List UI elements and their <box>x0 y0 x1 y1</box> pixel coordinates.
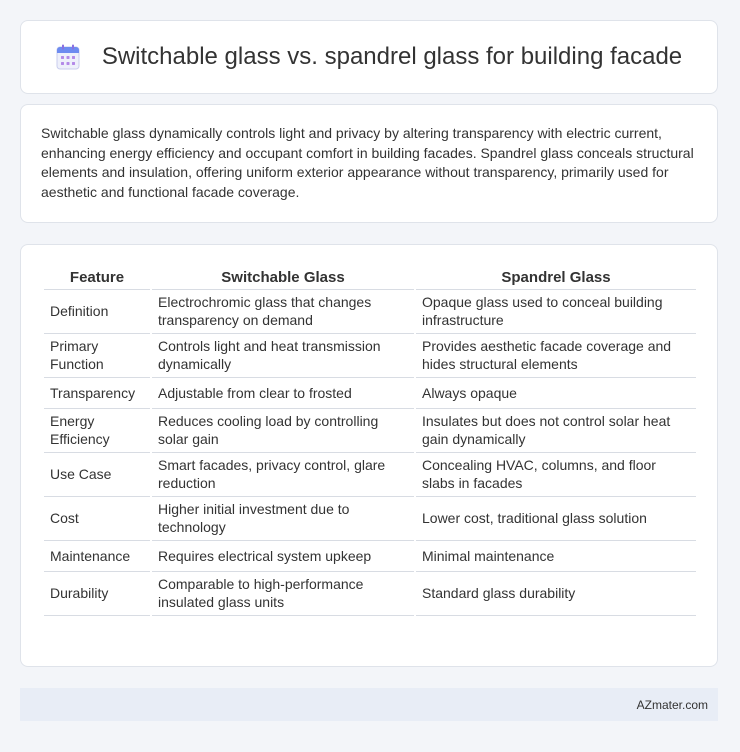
spandrel-cell: Concealing HVAC, columns, and floor slabs in facades <box>416 453 696 497</box>
switchable-cell: Smart facades, privacy control, glare reduction <box>152 453 414 497</box>
calendar-icon <box>56 44 80 70</box>
feature-cell: Transparency <box>44 378 150 409</box>
table-row <box>44 453 696 497</box>
feature-cell: Energy Efficiency <box>44 409 150 453</box>
footer-brand[interactable]: AZmater.com <box>636 697 708 712</box>
feature-cell: Definition <box>44 290 150 334</box>
table-row <box>44 290 696 334</box>
switchable-cell: Controls light and heat transmission dynamically <box>152 334 414 378</box>
switchable-cell: Adjustable from clear to frosted <box>152 378 414 409</box>
feature-cell: Primary Function <box>44 334 150 378</box>
spandrel-cell: Provides aesthetic facade coverage and hides structural elements <box>416 334 696 378</box>
feature-cell: Use Case <box>44 453 150 497</box>
column-header-spandrel-glass: Spandrel Glass <box>416 265 696 290</box>
switchable-cell: Comparable to high-performance insulated glass units <box>152 572 414 616</box>
spandrel-cell: Insulates but does not control solar heat gain dynamically <box>416 409 696 453</box>
feature-cell: Cost <box>44 497 150 541</box>
page-title: Switchable glass vs. spandrel glass for building facade <box>101 43 683 70</box>
table-row <box>44 409 696 453</box>
spandrel-cell: Opaque glass used to conceal building infrastructure <box>416 290 696 334</box>
feature-cell: Maintenance <box>44 541 150 572</box>
column-header-feature: Feature <box>44 265 150 290</box>
title-card <box>20 20 718 94</box>
spandrel-cell: Lower cost, traditional glass solution <box>416 497 696 541</box>
summary-card <box>20 104 718 223</box>
spandrel-cell: Standard glass durability <box>416 572 696 616</box>
switchable-cell: Requires electrical system upkeep <box>152 541 414 572</box>
switchable-cell: Reduces cooling load by controlling solar gain <box>152 409 414 453</box>
comparison-table-card <box>20 244 718 667</box>
switchable-cell: Electrochromic glass that changes transparency on demand <box>152 290 414 334</box>
switchable-cell: Higher initial investment due to technology <box>152 497 414 541</box>
table-row <box>44 541 696 572</box>
comparison-table <box>42 265 698 616</box>
feature-cell: Durability <box>44 572 150 616</box>
spandrel-cell: Minimal maintenance <box>416 541 696 572</box>
table-row <box>44 378 696 409</box>
column-header-switchable-glass: Switchable Glass <box>152 265 414 290</box>
table-row <box>44 497 696 541</box>
table-header-row <box>44 265 696 290</box>
footer <box>20 688 718 721</box>
summary-text: Switchable glass dynamically controls light and privacy by altering transparency with electric current, enhancing energy efficiency and occupant comfort in building facades. Spandrel glass conceals structural elements and insulation, offering uniform exterior appearance without transparency, primarily used for aesthetic and functional facade coverage. <box>41 125 694 200</box>
table-row <box>44 572 696 616</box>
spandrel-cell: Always opaque <box>416 378 696 409</box>
table-row <box>44 334 696 378</box>
